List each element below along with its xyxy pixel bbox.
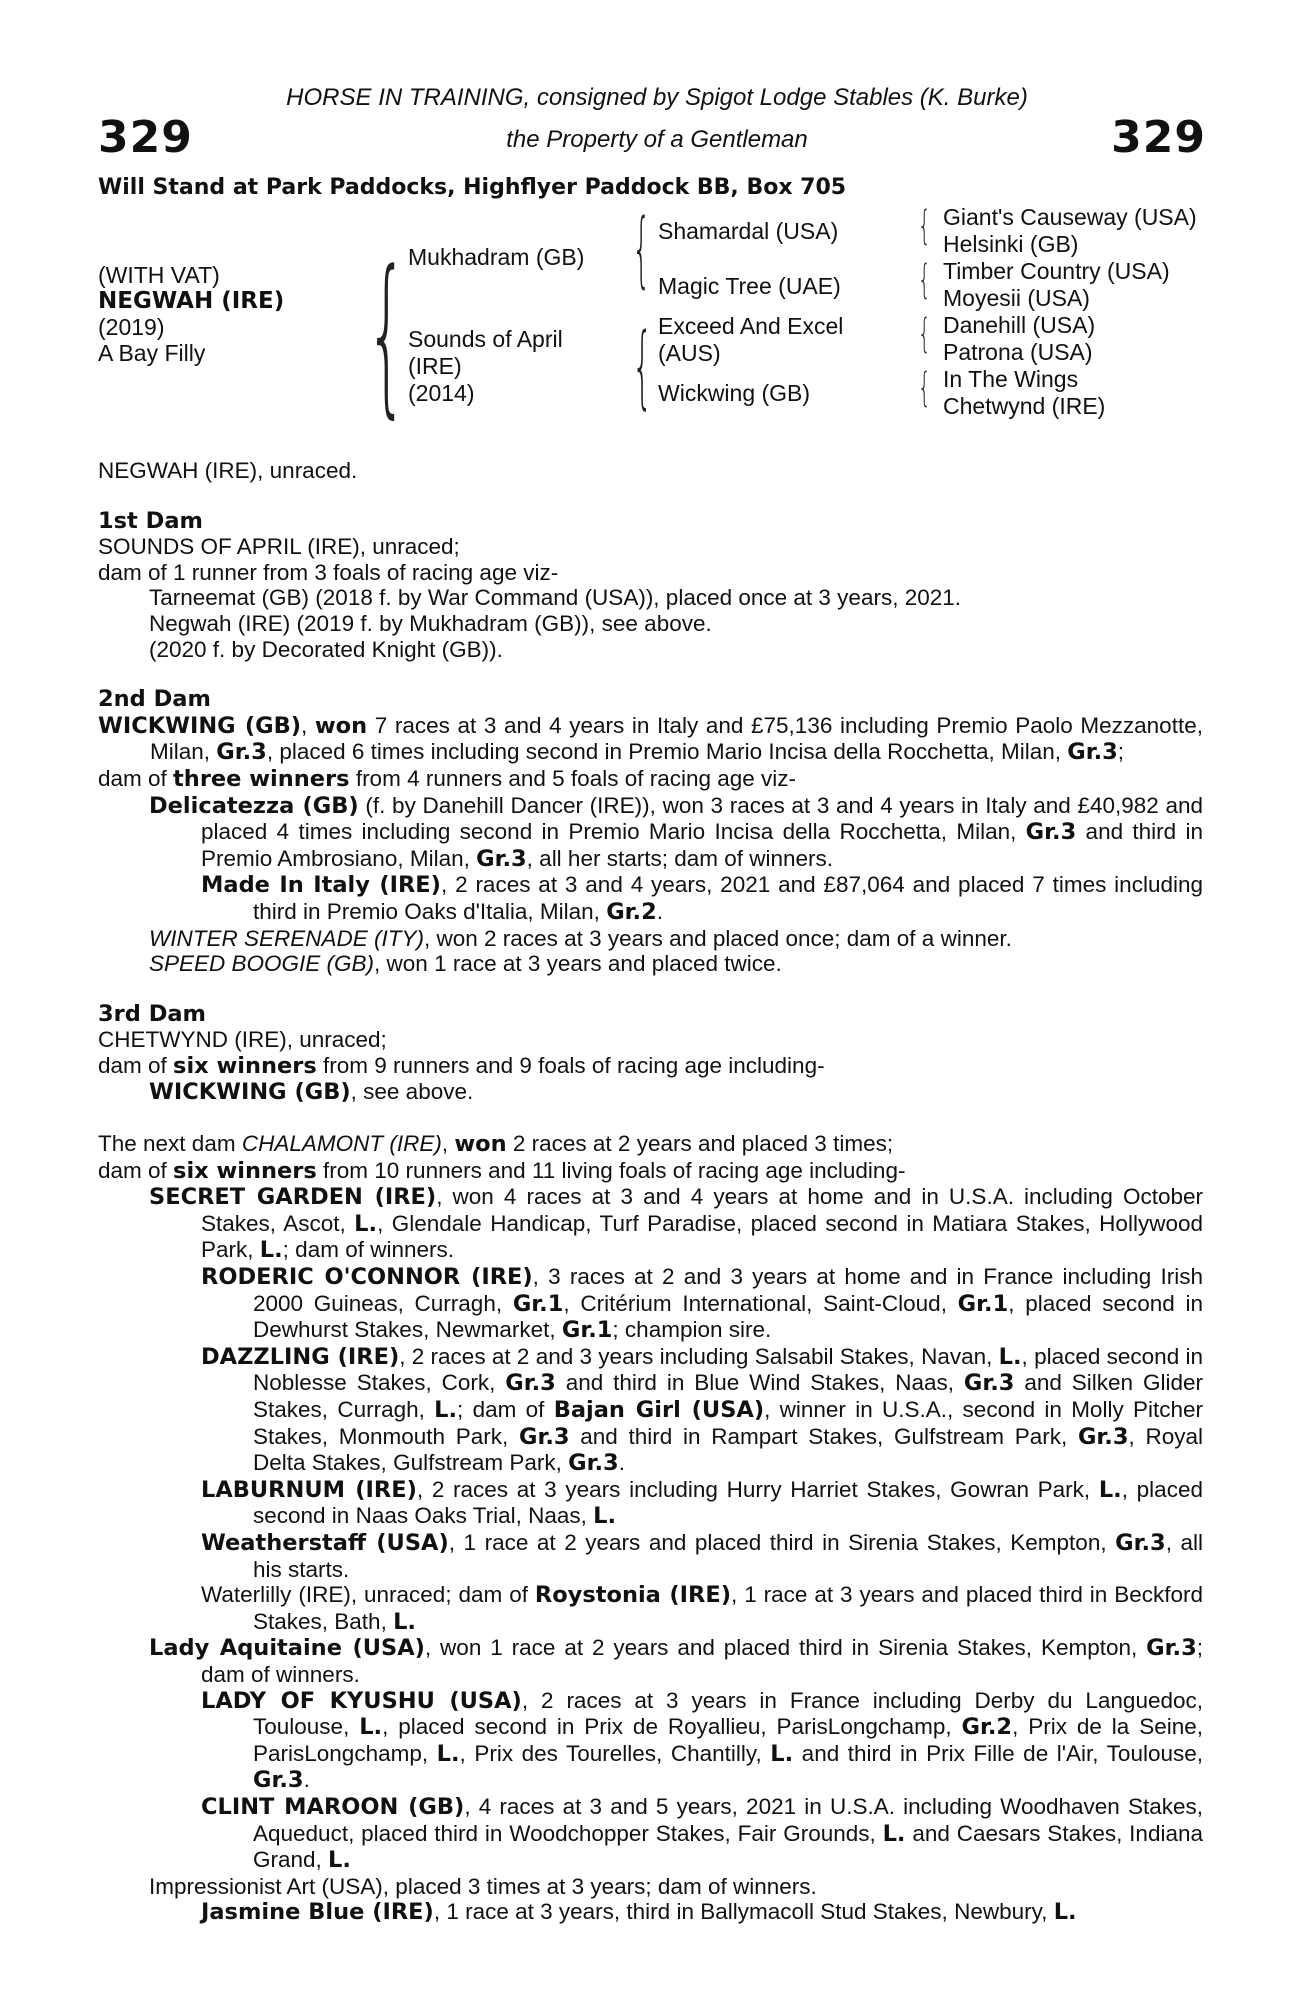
listed-label: L. [593,1503,617,1530]
grade-label: Gr.3 [216,739,267,766]
grade-label: Gr.2 [606,898,657,925]
lot-number-left: 329 [98,112,193,163]
pedigree-brace-g3c: { [918,311,931,357]
g3-sire-sire-dam: Helsinki (GB) [943,231,1079,257]
second-dam-entry: WICKWING (GB), won 7 races at 3 and 4 years in Italy and £75,136 including Premio Paolo Mezzanotte, Milan, Gr.3, placed 6 times including second in Premio Mario Incisa della Rocchetta, Milan, Gr.3; [98,712,1203,766]
horse-name: CLINT MAROON (GB) [201,1793,465,1820]
sire-dam: Magic Tree (UAE) [658,273,841,299]
dam-name-line2: (IRE) [408,353,462,379]
lot-number-right: 329 [1111,112,1206,163]
horse-name: SECRET GARDEN (IRE) [149,1184,437,1211]
pedigree-brace-dam: { [632,314,653,419]
winners-count: three winners [173,765,350,792]
horse-vat: (WITH VAT) [98,262,220,288]
produce-entry: CLINT MAROON (GB), 4 races at 3 and 5 years, 2021 in U.S.A. including Woodhaven Stakes, Aqueduct, placed third in Woodchopper Stakes, Fair Grounds, L. and Caesars Stakes, Indiana Grand, L. [201,1793,1204,1874]
horse-name: Lady Aquitaine (USA) [149,1635,425,1662]
listed-label: L. [259,1237,283,1264]
produce-entry: DAZZLING (IRE), 2 races at 2 and 3 years including Salsabil Stakes, Navan, L., placed second in Noblesse Stakes, Cork, Gr.3 and third in Blue Wind Stakes, Naas, Gr.3 and Silken Glider Stakes, Curragh, L.; dam of Bajan Girl (USA), winner in U.S.A., second in Molly Pitcher Stakes, Monmouth Park, Gr.3 and third in Rampart Stakes, Gulfstream Park, Gr.3, Royal Delta Stakes, Gulfstream Park, Gr.3. [201,1343,1204,1477]
horse-name: WICKWING (GB) [149,1079,351,1106]
grade-label: Gr.3 [505,1370,556,1397]
consignment-line: HORSE IN TRAINING, consigned by Spigot Lodge Stables (K. Burke) [286,84,1028,111]
third-dam-line: CHETWYND (IRE), unraced; [98,1027,387,1053]
next-dam-line: The next dam CHALAMONT (IRE), won 2 races at 2 years and placed 3 times; [98,1131,894,1158]
produce-entry: (2020 f. by Decorated Knight (GB)). [149,636,503,662]
grade-label: Gr.1 [561,1317,613,1344]
horse-name: Jasmine Blue (IRE) [201,1899,434,1926]
first-dam-line: SOUNDS OF APRIL (IRE), unraced; [98,534,460,560]
won-label: won [314,712,368,739]
dam-year: (2014) [408,380,475,406]
grade-label: Gr.3 [519,1423,570,1450]
grade-label: Gr.3 [568,1450,619,1477]
produce-entry: Waterlilly (IRE), unraced; dam of Roystonia (IRE), 1 race at 3 years and placed third in Beckford Stakes, Bath, L. [201,1582,1204,1635]
catalogue-body [98,458,1203,1926]
produce-entry: Negwah (IRE) (2019 f. by Mukhadram (GB)), see above. [149,610,712,636]
horse-name: LABURNUM (IRE) [201,1476,417,1503]
listed-label: L. [436,1740,460,1767]
pedigree-brace-sire: { [632,202,651,297]
grade-label: Gr.3 [1067,739,1118,766]
third-dam-produce-line: dam of six winners from 9 runners and 9 foals of racing age including- [98,1052,825,1079]
produce-entry: WINTER SERENADE (ITY), won 2 races at 3 years and placed once; dam of a winner. [149,925,1012,951]
property-line: the Property of a Gentleman [506,126,808,153]
produce-entry: Weatherstaff (USA), 1 race at 2 years and placed third in Sirenia Stakes, Kempton, Gr.3, all his starts. [201,1529,1204,1582]
produce-entry: Delicatezza (GB) (f. by Danehill Dancer (IRE)), won 3 races at 3 and 4 years in Italy and £40,982 and placed 4 times including second in Premio Mario Incisa della Rocchetta, Milan, Gr.3 and third in Premio Ambrosiano, Milan, Gr.3, all her starts; dam of winners. [149,792,1204,872]
stand-location: Will Stand at Park Paddocks, Highflyer Paddock BB, Box 705 [98,175,847,200]
first-dam-produce-line: dam of 1 runner from 3 foals of racing age viz- [98,559,559,585]
horse-name: Weatherstaff (USA) [201,1529,449,1556]
listed-label: L. [434,1397,458,1423]
grade-label: Gr.1 [512,1290,564,1317]
summary-line: NEGWAH (IRE), unraced. [98,458,358,483]
grade-label: Gr.3 [1115,1529,1166,1556]
produce-entry: WICKWING (GB), see above. [149,1079,474,1106]
second-dam-heading: 2nd Dam [98,686,211,713]
g3-sire-dam-dam: Moyesii (USA) [943,285,1090,311]
grade-label: Gr.3 [1146,1635,1197,1662]
pedigree-brace-g3b: { [918,257,931,303]
horse-name: Bajan Girl (USA) [553,1397,765,1423]
listed-label: L. [882,1820,906,1847]
horse-name: RODERIC O'CONNOR (IRE) [201,1264,533,1291]
horse-name: Made In Italy (IRE) [201,872,441,899]
listed-label: L. [998,1343,1022,1370]
horse-name: WICKWING (GB) [98,712,301,739]
horse-name: NEGWAH (IRE) [98,288,285,314]
g3-dam-sire-sire: Danehill (USA) [943,312,1096,338]
horse-name: Roystonia (IRE) [534,1582,732,1609]
produce-entry: SPEED BOOGIE (GB), won 1 race at 3 years and placed twice. [149,951,782,977]
g3-dam-dam-sire: In The Wings [943,366,1079,392]
winners-count: six winners [173,1052,317,1079]
grade-label: Gr.3 [1025,819,1077,846]
next-dam-produce-line: dam of six winners from 10 runners and 11 living foals of racing age including- [98,1157,906,1184]
listed-label: L. [393,1608,416,1635]
produce-entry: Made In Italy (IRE), 2 races at 3 and 4 years, 2021 and £87,064 and placed 7 times including third in Premio Oaks d'Italia, Milan, Gr.2. [201,872,1203,925]
produce-entry: Jasmine Blue (IRE), 1 race at 3 years, third in Ballymacoll Stud Stakes, Newbury, L. [201,1899,1077,1926]
listed-label: L. [1098,1476,1122,1503]
produce-entry: Impressionist Art (USA), placed 3 times at 3 years; dam of winners. [149,1873,817,1899]
listed-label: L. [328,1847,351,1874]
listed-label: L. [1053,1899,1077,1926]
g3-dam-sire-dam: Patrona (USA) [943,339,1093,365]
pedigree-brace-g3a: { [918,203,931,249]
dam-dam: Wickwing (GB) [658,380,811,406]
horse-name: SPEED BOOGIE (GB) [149,951,375,977]
produce-entry: LABURNUM (IRE), 2 races at 3 years including Hurry Harriet Stakes, Gowran Park, L., placed second in Naas Oaks Trial, Naas, L. [201,1476,1203,1530]
grade-label: Gr.3 [1077,1423,1129,1450]
sire-name: Mukhadram (GB) [408,244,585,270]
grade-label: Gr.1 [957,1290,1009,1317]
g3-dam-dam-dam: Chetwynd (IRE) [943,393,1106,419]
first-dam-heading: 1st Dam [98,507,203,534]
g3-sire-sire-sire: Giant's Causeway (USA) [943,204,1197,230]
second-dam-produce-line: dam of three winners from 4 runners and 5 foals of racing age viz- [98,765,797,792]
sire-sire: Shamardal (USA) [658,218,839,244]
winners-count: six winners [173,1157,317,1184]
horse-name: Delicatezza (GB) [149,792,359,819]
grade-label: Gr.3 [476,845,527,872]
dam-sire-line2: (AUS) [658,340,721,366]
produce-entry: SECRET GARDEN (IRE), won 4 races at 3 and 4 years at home and in U.S.A. including October Stakes, Ascot, L., Glendale Handicap, Turf Paradise, placed second in Matiara Stakes, Hollywood Park, L.; dam of winners. [149,1184,1203,1264]
listed-label: L. [770,1740,794,1767]
grade-label: Gr.3 [253,1767,304,1794]
horse-name: CHALAMONT (IRE) [241,1131,442,1157]
dam-name-line1: Sounds of April [408,326,563,352]
grade-label: Gr.2 [961,1714,1013,1741]
horse-description: A Bay Filly [98,340,206,366]
produce-entry: RODERIC O'CONNOR (IRE), 3 races at 2 and 3 years at home and in France including Irish 2000 Guineas, Curragh, Gr.1, Critérium International, Saint-Cloud, Gr.1, placed second in Dewhurst Stakes, Newmarket, Gr.1; champion sire. [201,1264,1204,1344]
horse-name: WINTER SERENADE (ITY) [149,925,425,951]
horse-name: DAZZLING (IRE) [201,1343,400,1370]
listed-label: L. [359,1714,383,1741]
pedigree-brace-main: { [366,233,408,434]
dam-sire-line1: Exceed And Excel [658,313,844,339]
produce-entry: LADY OF KYUSHU (USA), 2 races at 3 years in France including Derby du Languedoc, Toulouse, L., placed second in Prix de Royallieu, ParisLongchamp, Gr.2, Prix de la Seine, ParisLongchamp, L., Prix des Tourelles, Chantilly, L. and third in Prix Fille de l'Air, Toulouse, Gr.3. [201,1687,1203,1794]
g3-sire-dam-sire: Timber Country (USA) [943,258,1170,284]
produce-entry: Lady Aquitaine (USA), won 1 race at 2 years and placed third in Sirenia Stakes, Kempton, Gr.3; dam of winners. [149,1635,1203,1687]
horse-name: LADY OF KYUSHU (USA) [201,1687,522,1714]
listed-label: L. [354,1210,378,1237]
won-label: won [454,1131,507,1158]
pedigree-brace-g3d: { [918,365,931,411]
produce-entry: Tarneemat (GB) (2018 f. by War Command (USA)), placed once at 3 years, 2021. [149,585,962,611]
third-dam-heading: 3rd Dam [98,1000,206,1027]
grade-label: Gr.3 [963,1370,1015,1397]
horse-year: (2019) [98,314,165,340]
